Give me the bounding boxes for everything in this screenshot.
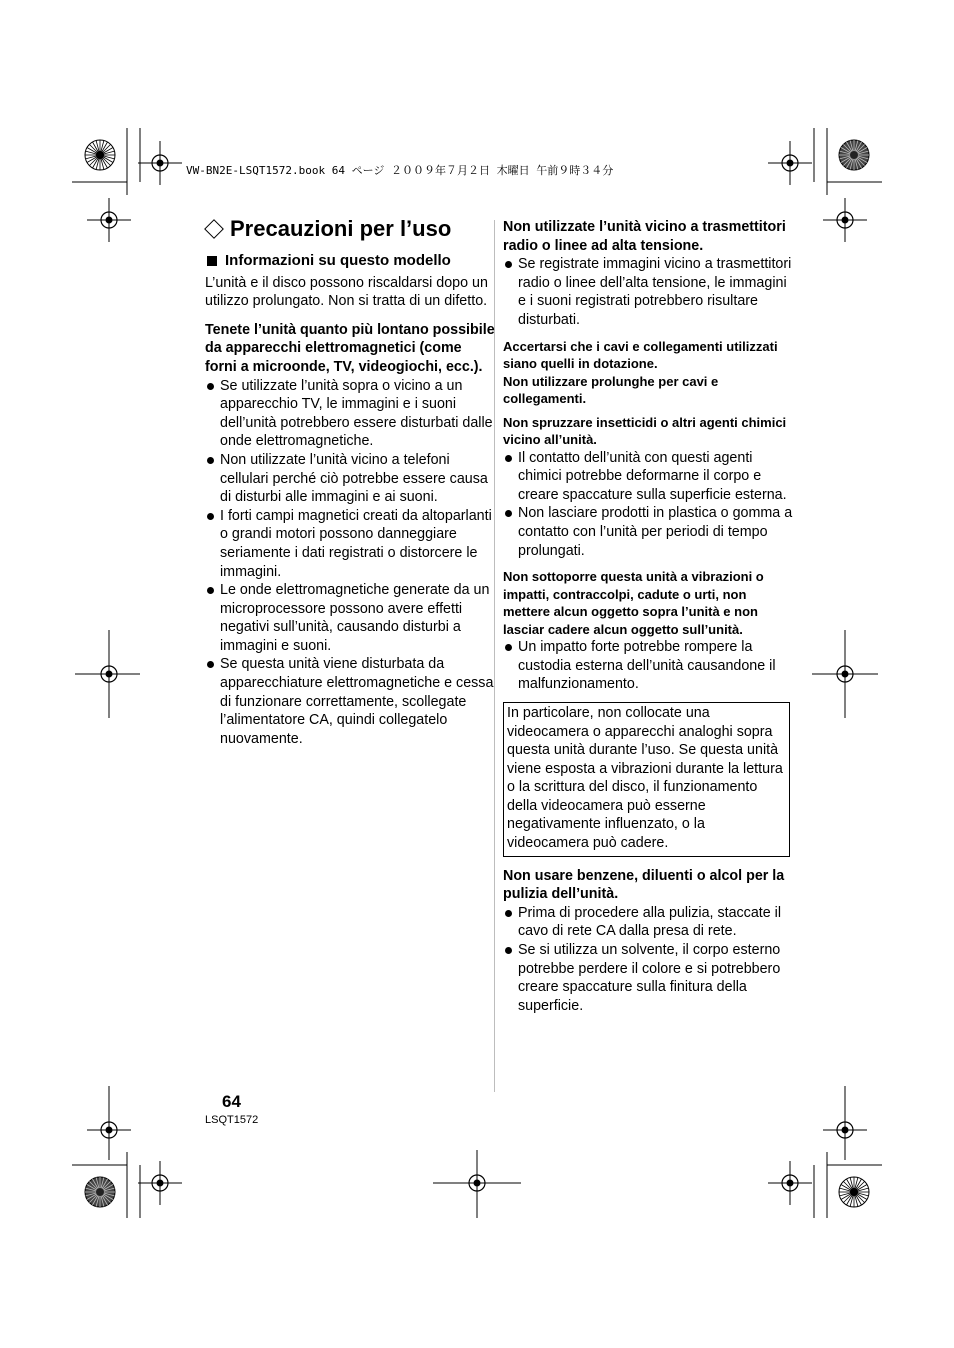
starburst-center <box>96 151 104 159</box>
list-item <box>503 255 793 329</box>
crosshair-dot <box>787 1180 794 1187</box>
page-number: 64 <box>222 1092 241 1111</box>
list-item <box>205 581 495 655</box>
heading-vibrations: Non sottoporre questa unità a vibrazioni o impatti, contraccolpi, cadute o urti, non mettere alcun oggetto sopra l’unità e non lasciar cadere alcun oggetto sull’unità. <box>503 569 764 637</box>
page-title <box>205 216 451 242</box>
heading-cables: Accertarsi che i cavi e collegamenti utilizzati siano quelli in dotazione. <box>503 338 778 372</box>
bullet-list <box>503 449 793 561</box>
list-item-text: Se si utilizza un solvente, il corpo esterno potrebbe perdere il colore e si potrebbero creare spaccature sulla finitura della superficie. <box>518 942 781 1014</box>
bullet-list <box>503 904 793 1016</box>
list-item <box>205 507 495 581</box>
print-header: VW-BN2E-LSQT1572.book 64 ページ ２００９年７月２日 木曜日 午前９時３４分 <box>186 164 614 177</box>
bullet-icon <box>505 910 512 917</box>
diamond-icon <box>204 219 224 239</box>
bullet-icon <box>207 587 214 594</box>
bullet-icon <box>207 457 214 464</box>
list-item-text: Se utilizzate l’unità sopra o vicino a un apparecchio TV, le immagini e i suoni dell’unità potrebbero essere disturbati dalle onde elettromagnetiche. <box>220 377 493 450</box>
page-title-text: Precauzioni per l’uso <box>230 216 452 241</box>
crosshair-dot <box>157 160 164 167</box>
list-item <box>503 941 793 1015</box>
bullet-icon <box>207 383 214 390</box>
square-bullet-icon <box>207 256 217 266</box>
bullet-icon <box>207 513 214 520</box>
left-column <box>205 252 495 756</box>
bullet-list <box>503 255 793 329</box>
bullet-list <box>205 377 495 749</box>
bullet-icon <box>505 455 512 462</box>
starburst-center <box>850 151 858 159</box>
right-column <box>503 218 793 1023</box>
list-item <box>503 638 793 694</box>
crosshair-dot <box>787 160 794 167</box>
list-item <box>503 504 793 560</box>
list-item <box>205 451 495 507</box>
heading-cleaning: Non usare benzene, diluenti o alcol per la pulizia dell’unità. <box>503 867 785 903</box>
bullet-icon <box>505 510 512 517</box>
note-box: In particolare, non collocate una videocamera o apparecchi analoghi sopra questa unità durante l’uso. Se questa unità viene esposta a vibrazioni durante la lettura o la scrittura del disco, il funzionamento della videocamera può esserne negativamente influenzato, o la videocamera può cadere. <box>503 702 790 857</box>
warning-heading: Tenete l’unità quanto più lontano possibile da apparecchi elettromagnetici (come forni a microonde, TV, videogiochi, ecc.). <box>205 321 495 375</box>
bullet-icon <box>505 644 512 651</box>
starburst-center <box>850 1188 858 1196</box>
list-item <box>503 449 793 505</box>
list-item-text: I forti campi magnetici creati da altoparlanti o grandi motori possono danneggiare seriamente i dati registrati o distorcere le immagini. <box>220 507 492 580</box>
bullet-list <box>503 638 793 694</box>
section-heading <box>205 252 495 271</box>
bullet-icon <box>505 947 512 954</box>
heading-radio-transmitters: Non utilizzate l’unità vicino a trasmettitori radio o linee ad alta tensione. <box>503 219 786 254</box>
heading-extensions: Non utilizzare prolunghe per cavi e collegamenti. <box>503 373 719 407</box>
list-item-text: Le onde elettromagnetiche generate da un microprocessore possono avere effetti negativi sull’unità, causando disturbi a immagini e suoni. <box>220 582 490 654</box>
list-item-text: Se questa unità viene disturbata da apparecchiature elettromagnetiche e cessa di funzionare correttamente, scollegate l’alimentatore CA, quindi collegatelo nuovamente. <box>220 656 494 747</box>
list-item-text: Non utilizzate l’unità vicino a telefoni cellulari perché ciò potrebbe essere causa di disturbi alle immagini e ai suoni. <box>220 451 488 506</box>
bullet-icon <box>505 261 512 268</box>
list-item-text: Non lasciare prodotti in plastica o gomma a contatto con l’unità per periodi di tempo prolungati. <box>518 505 793 559</box>
starburst-center <box>96 1188 104 1196</box>
list-item-text: Un impatto forte potrebbe rompere la custodia esterna dell’unità causandone il malfunzionamento. <box>518 639 776 693</box>
section-heading-text: Informazioni su questo modello <box>225 252 451 269</box>
list-item <box>205 377 495 451</box>
list-item-text: Il contatto dell’unità con questi agenti chimici potrebbe deformarne il corpo e creare spaccature sulla superficie esterna. <box>518 449 787 503</box>
list-item-text: Se registrate immagini vicino a trasmettitori radio o linee dell’alta tensione, le immagini e i suoni registrati potrebbero risultare disturbati. <box>518 256 792 328</box>
list-item-text: Prima di procedere alla pulizia, staccate il cavo di rete CA dalla presa di rete. <box>518 904 782 940</box>
list-item <box>503 904 793 941</box>
list-item <box>205 655 495 748</box>
heading-insecticides: Non spruzzare insetticidi o altri agenti chimici vicino all’unità. <box>503 414 787 448</box>
model-code: LSQT1572 <box>205 1114 259 1126</box>
intro-paragraph: L’unità e il disco possono riscaldarsi dopo un utilizzo prolungato. Non si tratta di un difetto. <box>205 274 488 310</box>
crosshair-dot <box>157 1180 164 1187</box>
crosshair-dot <box>842 217 849 224</box>
crosshair-dot <box>106 217 113 224</box>
bullet-icon <box>207 661 214 668</box>
